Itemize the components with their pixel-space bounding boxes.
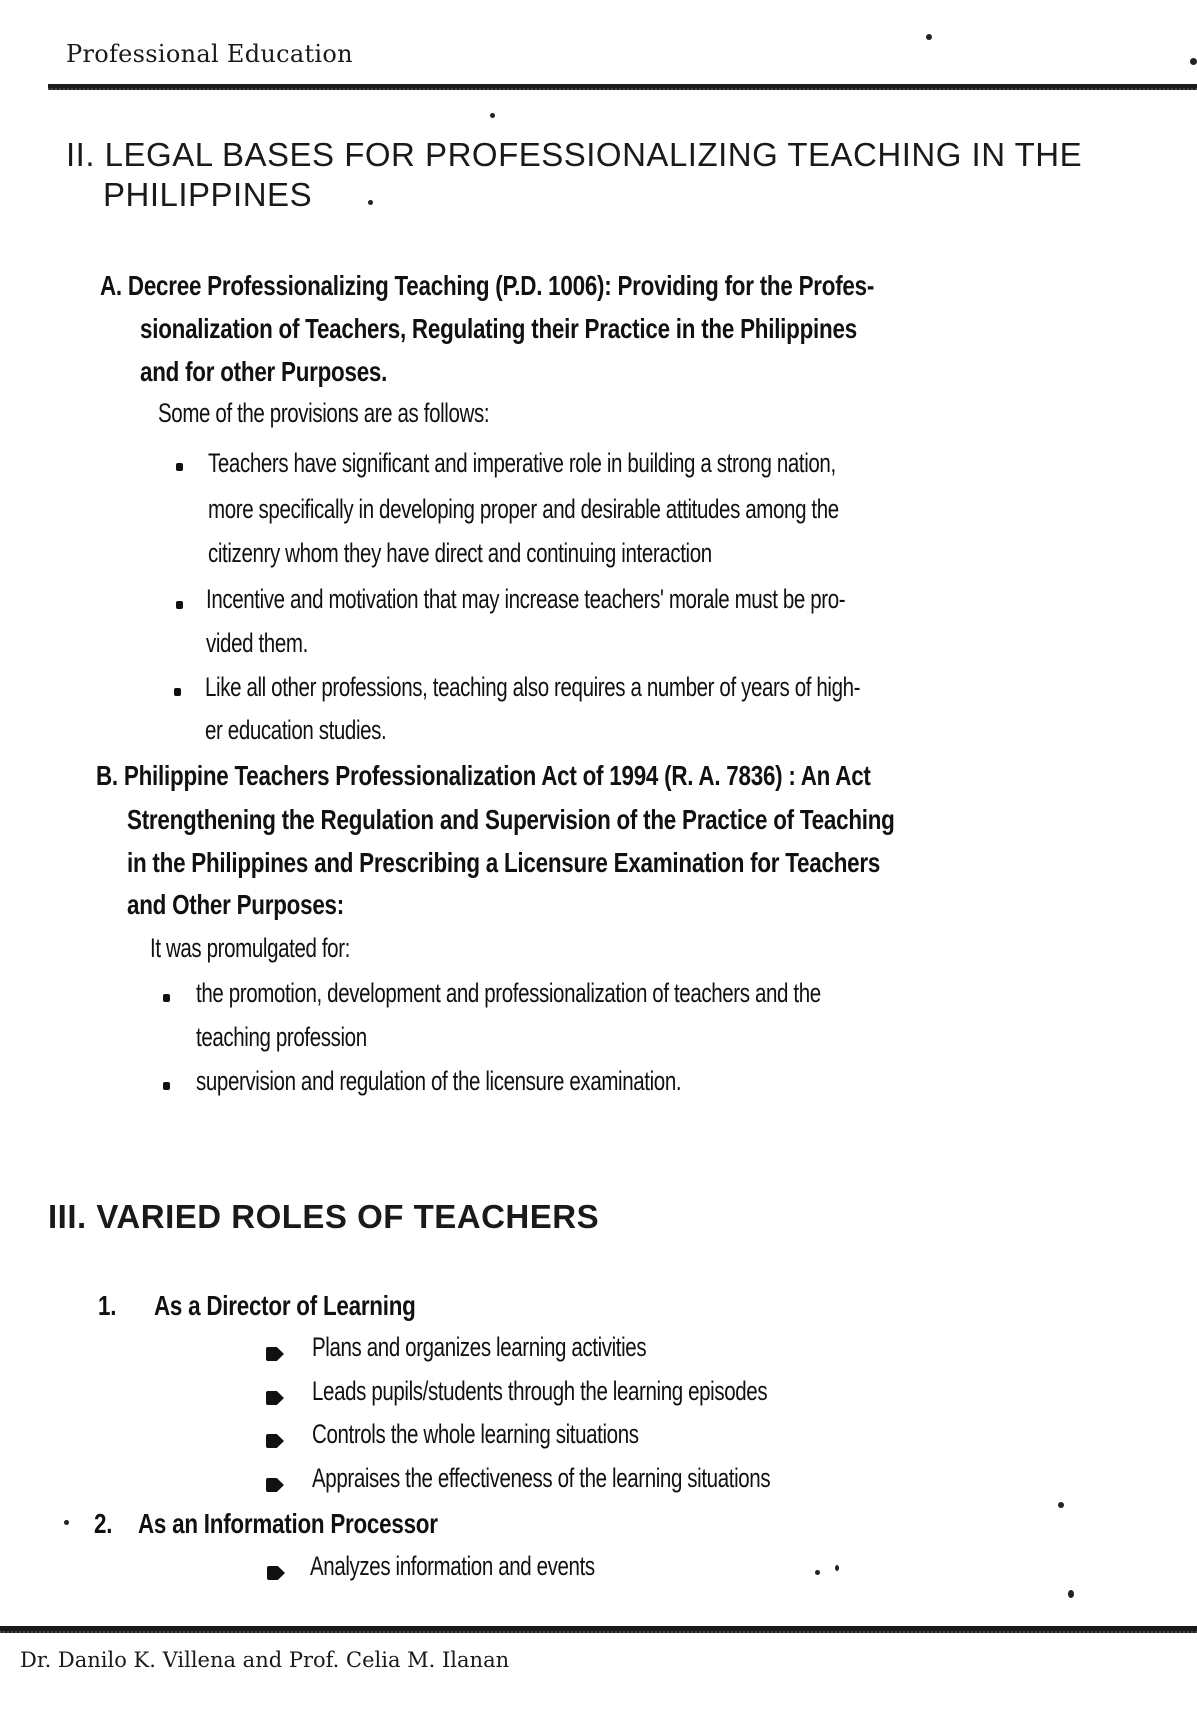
arrow-bullet-icon xyxy=(266,1478,284,1492)
bullet-line: supervision and regulation of the licensure examination. xyxy=(196,1066,682,1096)
role-label: As a Director of Learning xyxy=(154,1290,416,1321)
subsection-b-heading-line-4: and Other Purposes: xyxy=(127,889,344,920)
role-number: 1. xyxy=(98,1290,117,1321)
bullet-line: er education studies. xyxy=(205,715,387,745)
role-item: Controls the whole learning situations xyxy=(312,1419,639,1449)
scan-speck xyxy=(490,113,495,118)
subsection-a-heading-line-2: sionalization of Teachers, Regulating their Practice in the Philippines xyxy=(140,313,857,344)
arrow-bullet-icon xyxy=(266,1347,284,1361)
scan-speck xyxy=(926,34,932,40)
subsection-b-intro: It was promulgated for: xyxy=(150,933,350,963)
scan-speck xyxy=(64,1520,69,1525)
bullet-line: the promotion, development and professionalization of teachers and the xyxy=(196,978,821,1008)
role-item: Plans and organizes learning activities xyxy=(312,1332,647,1362)
arrow-bullet-icon xyxy=(266,1434,284,1448)
bullet-dot-icon xyxy=(163,994,170,1002)
header-rule xyxy=(48,84,1197,90)
scan-speck xyxy=(815,1570,820,1575)
arrow-bullet-icon xyxy=(267,1566,285,1580)
section-ii-title-line-1: II. LEGAL BASES FOR PROFESSIONALIZING TEACHING IN THE xyxy=(66,136,1083,173)
scan-speck xyxy=(1068,1590,1074,1598)
scan-speck xyxy=(835,1565,839,1571)
scan-speck xyxy=(1058,1502,1064,1508)
role-number: 2. xyxy=(94,1508,113,1539)
section-iii-title: III. VARIED ROLES OF TEACHERS xyxy=(48,1198,600,1235)
role-label: As an Information Processor xyxy=(138,1508,438,1539)
running-footer-authors: Dr. Danilo K. Villena and Prof. Celia M. Ilanan xyxy=(20,1648,510,1672)
role-item: Appraises the effectiveness of the learning situations xyxy=(312,1463,771,1493)
bullet-dot-icon xyxy=(163,1082,170,1090)
bullet-dot-icon xyxy=(176,463,183,471)
bullet-line: vided them. xyxy=(206,628,308,658)
scan-speck xyxy=(1190,58,1197,65)
scan-speck xyxy=(368,200,373,205)
role-item: Analyzes information and events xyxy=(310,1551,595,1581)
subsection-a-heading-line-3: and for other Purposes. xyxy=(140,356,388,387)
bullet-line: teaching profession xyxy=(196,1022,367,1052)
bullet-line: Incentive and motivation that may increase teachers' morale must be pro- xyxy=(206,584,846,614)
subsection-a-intro: Some of the provisions are as follows: xyxy=(158,398,490,428)
bullet-dot-icon xyxy=(176,601,183,609)
subsection-a-heading-line-1: A. Decree Professionalizing Teaching (P.D. 1006): Providing for the Profes- xyxy=(100,270,875,301)
footer-rule xyxy=(0,1626,1197,1633)
role-item: Leads pupils/students through the learning episodes xyxy=(312,1376,768,1406)
running-header-title: Professional Education xyxy=(66,40,353,68)
subsection-b-heading-line-2: Strengthening the Regulation and Supervision of the Practice of Teaching xyxy=(127,804,895,835)
bullet-line: citizenry whom they have direct and continuing interaction xyxy=(208,538,712,568)
subsection-b-heading-line-3: in the Philippines and Prescribing a Licensure Examination for Teachers xyxy=(127,847,881,878)
bullet-line: Teachers have significant and imperative role in building a strong nation, xyxy=(208,448,836,478)
subsection-b-heading-line-1: B. Philippine Teachers Professionalization Act of 1994 (R. A. 7836) : An Act xyxy=(96,760,871,791)
arrow-bullet-icon xyxy=(266,1391,284,1405)
section-ii-title-line-2: PHILIPPINES xyxy=(103,176,313,213)
bullet-line: Like all other professions, teaching also requires a number of years of high- xyxy=(205,672,861,702)
bullet-dot-icon xyxy=(174,688,181,696)
bullet-line: more specifically in developing proper and desirable attitudes among the xyxy=(208,494,839,524)
